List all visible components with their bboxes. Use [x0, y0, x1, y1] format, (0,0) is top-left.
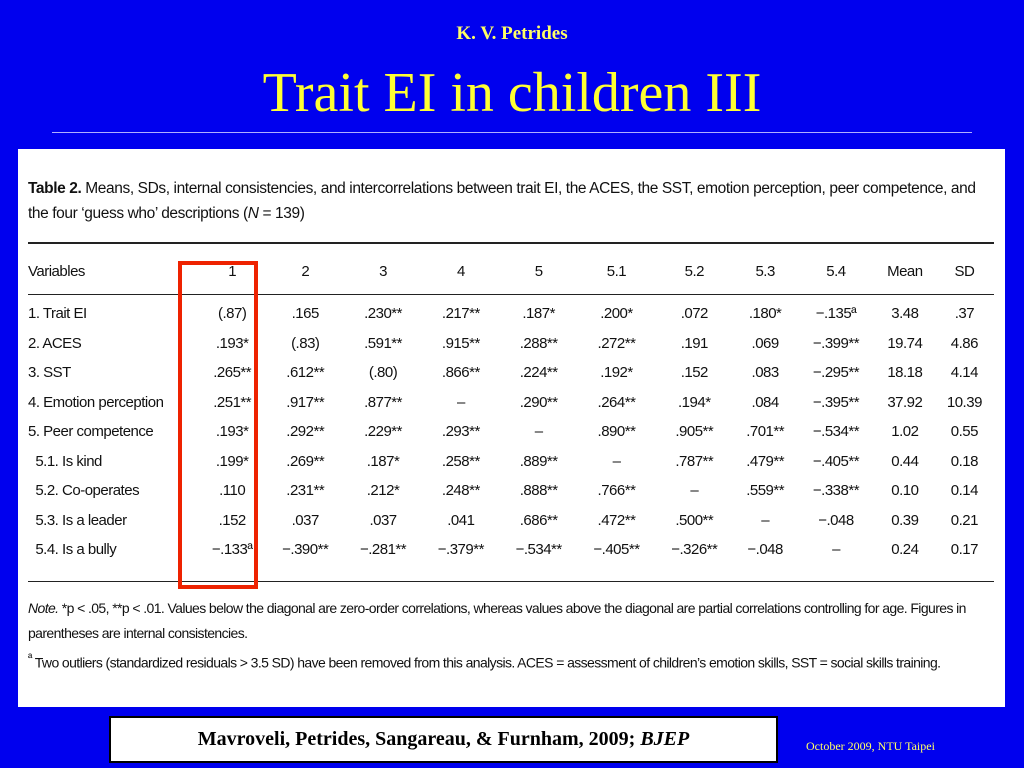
table-cell: .272** — [597, 334, 636, 352]
table-cell: −.395** — [812, 393, 860, 411]
table-cell: (.83) — [291, 334, 320, 352]
table-cell: 0.44 — [891, 452, 919, 470]
table-cell: −.405** — [812, 452, 860, 470]
note-text: *p < .05, **p < .01. Values below the diagonal are zero-order correlations, whereas values above the diagonal are partial correlations controlling for age. Figures in parentheses are internal consistencies. — [28, 600, 966, 641]
row-label: 5.1. Is kind — [28, 452, 102, 470]
column-header: 4 — [456, 262, 465, 280]
table-cell: .500** — [675, 511, 714, 529]
table-cell: – — [612, 452, 621, 470]
column-header: 1 — [228, 262, 237, 280]
table-cell: −.338** — [812, 482, 860, 500]
citation-box — [109, 716, 778, 763]
table-cell: 0.18 — [950, 452, 978, 470]
column-header: Mean — [887, 262, 923, 280]
table-cell: 10.39 — [946, 393, 982, 411]
table-cell: 0.55 — [950, 423, 978, 441]
table-cell: −.534** — [812, 423, 860, 441]
table-cell: .591** — [364, 334, 402, 352]
table-cell: .559** — [746, 482, 785, 500]
table-cell: .686** — [519, 511, 558, 529]
table-cell: .152 — [218, 511, 246, 529]
table-row — [28, 329, 994, 359]
note-outliers — [28, 646, 1003, 676]
row-label: 1. Trait EI — [28, 305, 87, 323]
table-header-row — [28, 257, 994, 285]
table-row — [28, 388, 994, 418]
table-cell: −.405** — [593, 541, 640, 559]
table-cell: .37 — [954, 305, 975, 323]
table-cell: .889** — [519, 452, 558, 470]
row-label: 5.3. Is a leader — [28, 511, 127, 529]
table-cell: .229** — [364, 423, 402, 441]
column-header: 5.1 — [606, 262, 627, 280]
table-cell: .288** — [519, 334, 558, 352]
table-cell: .917** — [286, 393, 325, 411]
table-cell: .193* — [215, 334, 249, 352]
row-label: 4. Emotion perception — [28, 393, 164, 411]
row-label: 5.4. Is a bully — [28, 541, 117, 559]
table-cell: .248** — [441, 482, 480, 500]
table-cell: −.135ª — [815, 305, 857, 323]
table-cell: .194* — [678, 393, 711, 411]
table-cell: −.534** — [515, 541, 562, 559]
column-1-highlight-box — [178, 261, 258, 589]
table-cell: −.133ª — [211, 541, 253, 559]
header-spacer — [28, 285, 994, 299]
table-cell: .479** — [746, 452, 785, 470]
table-cell: 4.86 — [950, 334, 978, 352]
note-significance — [28, 596, 1003, 646]
slide-footer: October 2009, NTU Taipei — [806, 739, 935, 753]
caption-n: N — [247, 205, 259, 222]
table-cell: .292** — [286, 423, 325, 441]
table-cell: .888** — [519, 482, 558, 500]
row-label: 2. ACES — [28, 334, 82, 352]
table-cell: .293** — [441, 423, 480, 441]
author-name: K. V. Petrides — [456, 23, 568, 44]
citation-authors: Mavroveli, Petrides, Sangareau, & Furnham, 2009; — [197, 728, 636, 750]
table-cell: 18.18 — [887, 364, 923, 382]
table-cell: 3.48 — [891, 305, 919, 323]
table-cell: .037 — [291, 511, 319, 529]
table-cell: .251** — [213, 393, 252, 411]
row-label: 5.2. Co-operates — [28, 482, 140, 500]
table-cell: −.048 — [818, 511, 854, 529]
table-cell: .264** — [597, 393, 636, 411]
caption-tail: = 139) — [258, 205, 305, 222]
table-cell: −.048 — [747, 541, 783, 559]
table-cell: 0.10 — [891, 482, 919, 500]
table-cell: .224** — [519, 364, 558, 382]
table-label: Table 2. — [28, 180, 82, 197]
column-header: SD — [954, 262, 975, 280]
table-cell: – — [690, 482, 699, 500]
table-cell: .612** — [286, 364, 325, 382]
table-caption — [28, 176, 993, 226]
table-cell: .231** — [286, 482, 325, 500]
table-cell: – — [832, 541, 840, 559]
table-cell: .069 — [751, 334, 779, 352]
table-cell: −.390** — [282, 541, 329, 559]
table-cell: .265** — [213, 364, 252, 382]
table-cell: 0.14 — [950, 482, 978, 500]
table-cell: 4.14 — [950, 364, 978, 382]
table-cell: .041 — [447, 511, 475, 529]
table-cell: .193* — [215, 423, 249, 441]
table-cell: .199* — [215, 452, 249, 470]
title-divider — [52, 132, 972, 133]
table-cell: – — [456, 393, 465, 411]
table-cell: .290** — [519, 393, 558, 411]
table-cell: .212* — [366, 482, 400, 500]
table-bottom-rule — [28, 581, 994, 582]
table-cell: .269** — [286, 452, 325, 470]
table-cell: .915** — [441, 334, 480, 352]
table-row — [28, 447, 994, 477]
column-header: 5.3 — [755, 262, 775, 280]
table-cell: −.399** — [812, 334, 860, 352]
citation-journal: BJEP — [640, 728, 690, 750]
table-cell: .187* — [366, 452, 400, 470]
table-cell: −.326** — [671, 541, 718, 559]
caption-text: Means, SDs, internal consistencies, and intercorrelations between trait EI, the ACES, the SST, emotion perception, peer competence, and the four ‘guess who’ descriptions ( — [28, 180, 976, 222]
table-notes — [28, 596, 1003, 676]
table-cell: 0.17 — [950, 541, 978, 559]
table-cell: .200* — [600, 305, 633, 323]
table-cell: (.87) — [217, 305, 247, 323]
table-cell: .766** — [597, 482, 636, 500]
table-row — [28, 417, 994, 447]
table-cell: .037 — [369, 511, 397, 529]
table-cell: 1.02 — [891, 423, 919, 441]
table-cell: −.281** — [359, 541, 407, 559]
table-cell: −.295** — [812, 364, 860, 382]
column-header: 5 — [534, 262, 543, 280]
row-label: 3. SST — [28, 364, 71, 382]
header-rule — [28, 294, 994, 295]
table-cell: .072 — [680, 305, 708, 323]
table-cell: .217** — [441, 305, 480, 323]
table-cell: .192* — [600, 364, 633, 382]
table-cell: −.379** — [437, 541, 484, 559]
slide-title: Trait EI in children III — [262, 62, 762, 124]
correlation-table — [28, 257, 994, 565]
table-cell: .152 — [680, 364, 708, 382]
table-row — [28, 506, 994, 536]
table-cell: .110 — [219, 482, 246, 500]
table-row — [28, 299, 994, 329]
column-header: Variables — [28, 262, 85, 280]
table-cell: (.80) — [368, 364, 398, 382]
table-cell: – — [534, 423, 543, 441]
table-cell: .230** — [364, 305, 402, 323]
column-header: 3 — [379, 262, 387, 280]
note-outliers-text: Two outliers (standardized residuals > 3.5 SD) have been removed from this analysis. ACES = assessment of children’s emotion skills, SST = social skills training. — [31, 654, 941, 671]
table-cell: .165 — [291, 305, 319, 323]
table-row — [28, 535, 994, 565]
table-cell: 0.24 — [891, 541, 919, 559]
table-cell: .905** — [675, 423, 714, 441]
table-cell: 0.21 — [950, 511, 978, 529]
table-row — [28, 358, 994, 388]
column-header: 5.4 — [826, 262, 846, 280]
table-top-rule — [28, 242, 994, 244]
row-label: 5. Peer competence — [28, 423, 154, 441]
table-cell: .472** — [597, 511, 636, 529]
column-header: 2 — [301, 262, 310, 280]
table-cell: .191 — [680, 334, 708, 352]
table-cell: .866** — [441, 364, 480, 382]
note-label: Note. — [28, 600, 59, 616]
table-cell: .083 — [751, 364, 779, 382]
table-image-panel — [18, 149, 1005, 707]
table-cell: 19.74 — [887, 334, 923, 352]
table-row — [28, 476, 994, 506]
table-cell: .787** — [675, 452, 714, 470]
table-cell: .258** — [441, 452, 480, 470]
table-cell: .877** — [364, 393, 402, 411]
table-cell: .084 — [751, 393, 779, 411]
table-cell: .701** — [746, 423, 785, 441]
column-header: 5.2 — [684, 262, 704, 280]
table-cell: .180* — [748, 305, 782, 323]
table-cell: 37.92 — [887, 393, 923, 411]
table-cell: 0.39 — [891, 511, 919, 529]
table-cell: – — [761, 511, 770, 529]
table-cell: .890** — [597, 423, 636, 441]
table-cell: .187* — [522, 305, 555, 323]
note-superscript: ª — [28, 652, 32, 665]
